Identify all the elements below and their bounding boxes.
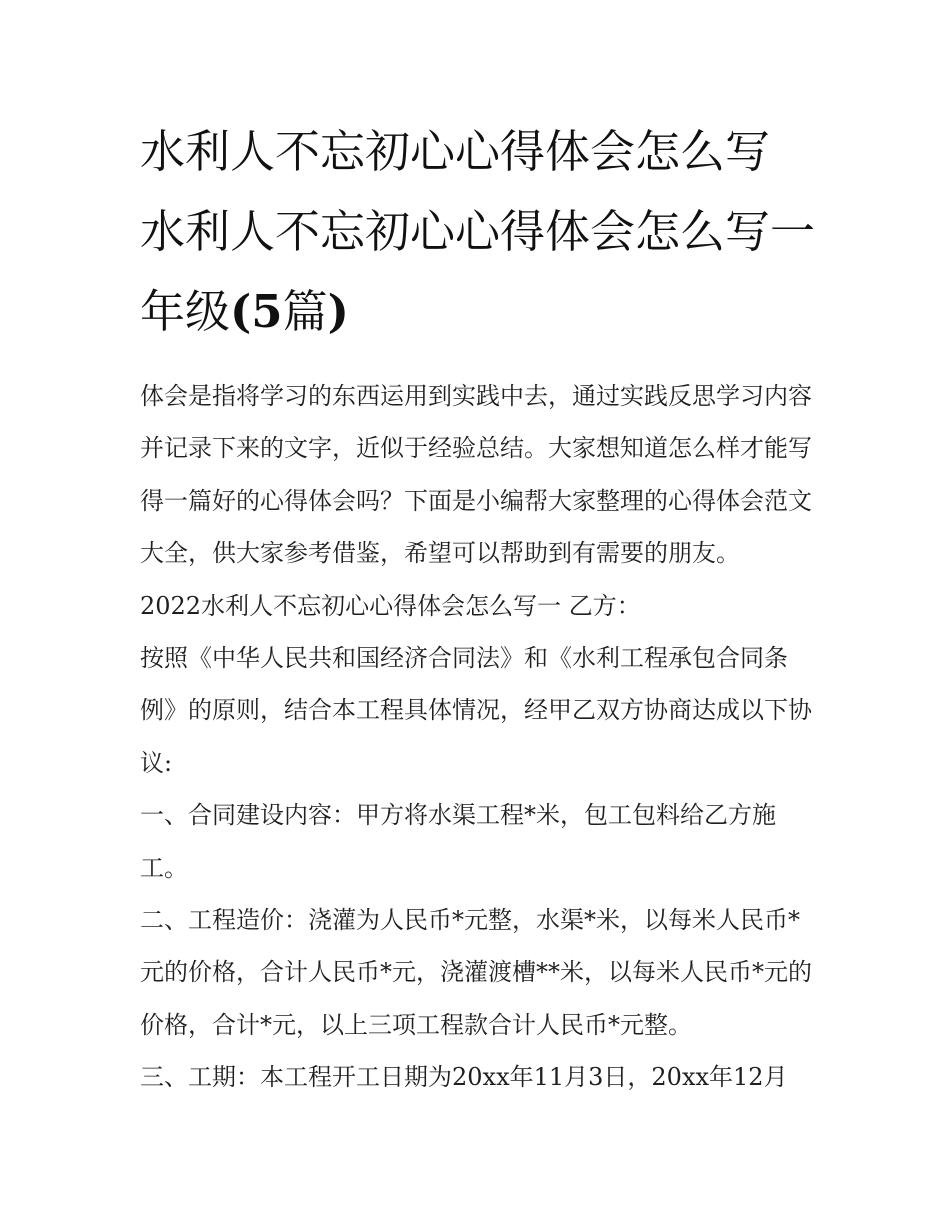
clause-3: 三、工期：本工程开工日期为20xx年11月3日，20xx年12月 — [140, 1063, 788, 1092]
clause-1: 一、合同建设内容：甲方将水渠工程*米，包工包料给乙方施工。 — [140, 801, 776, 882]
document-body — [140, 112, 820, 1104]
title-count: (5 — [230, 285, 283, 338]
intro-paragraph: 体会是指将学习的东西运用到实践中去，通过实践反思学习内容并记录下来的文字，近似于经验总结。大家想知道怎么样才能写得一篇好的心得体会吗？下面是小编帮大家整理的心得体会范文大全，供大家参考借鉴，希望可以帮助到有需要的朋友。 — [140, 382, 812, 568]
clause-2: 二、工程造价：浇灌为人民币*元整，水渠*米，以每米人民币*元的价格，合计人民币*元，浇灌渡槽**米，以每米人民币*元的价格，合计*元，以上三项工程款合计人民币*元整。 — [140, 906, 812, 1039]
contract-preamble: 按照《中华人民共和国经济合同法》和《水利工程承包合同条例》的原则，结合本工程具体情况，经甲乙双方协商达成以下协议: — [140, 644, 812, 777]
section-heading: 2022水利人不忘初心心得体会怎么写一 乙方： — [140, 591, 641, 620]
document-title: 水利人不忘初心心得体会怎么写 水利人不忘初心心得体会怎么写一年级(5篇) — [140, 125, 816, 338]
title-close-paren: ) — [327, 285, 349, 338]
